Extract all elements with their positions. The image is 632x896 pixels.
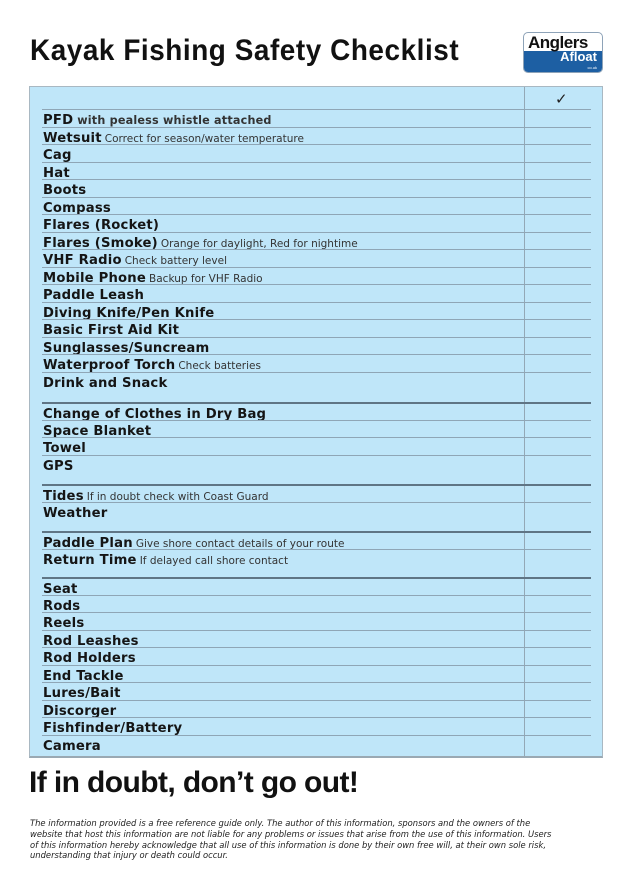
check-box-cell[interactable] (525, 613, 591, 630)
checklist-item (43, 374, 167, 391)
checklist-row (42, 531, 591, 549)
check-box-cell[interactable] (525, 456, 591, 473)
item-name: Return Time (43, 552, 137, 568)
item-name: Reels (43, 616, 85, 631)
checklist-item (43, 181, 86, 198)
checklist-row (42, 249, 591, 267)
check-box-cell[interactable] (525, 421, 591, 438)
checklist-row (42, 214, 591, 232)
checklist-item (43, 422, 151, 439)
item-name: Wetsuit (43, 130, 102, 146)
check-box-cell[interactable] (525, 163, 591, 180)
check-box-cell[interactable] (525, 355, 591, 372)
check-box-cell[interactable] (525, 373, 591, 390)
checklist-item (43, 286, 144, 303)
item-name: Discorger (43, 703, 117, 719)
check-box-cell[interactable] (525, 198, 591, 215)
item-name: Towel (43, 441, 86, 456)
check-box-cell[interactable] (525, 486, 591, 502)
checklist-row (42, 232, 591, 250)
checklist-row (42, 109, 591, 127)
checklist-item (43, 551, 288, 569)
checklist-row (42, 319, 591, 337)
item-name: Fishfinder/Battery (43, 721, 183, 736)
item-name: Hat (43, 165, 70, 181)
item-name: Change of Clothes in Dry Bag (43, 407, 267, 422)
check-box-cell[interactable] (525, 215, 591, 232)
checklist-row (42, 267, 591, 285)
checklist-item (43, 684, 121, 701)
check-box-cell[interactable] (525, 438, 591, 455)
checklist-row (42, 647, 591, 665)
item-name: Basic First Aid Kit (43, 323, 180, 338)
check-box-cell[interactable] (525, 303, 591, 320)
check-box-cell[interactable] (525, 145, 591, 162)
checklist-item (43, 632, 139, 649)
check-box-cell[interactable] (525, 268, 591, 285)
item-note: Give shore contact details of your route (135, 538, 345, 550)
check-box-cell[interactable] (525, 666, 591, 683)
checklist-item (43, 504, 107, 521)
item-name: Boots (43, 183, 87, 198)
checklist-row (42, 717, 591, 735)
check-box-cell[interactable] (525, 320, 591, 337)
item-name: GPS (43, 458, 74, 474)
item-name: Waterproof Torch (43, 358, 176, 373)
checklist-row (42, 502, 591, 520)
checklist-row (42, 484, 591, 502)
checklist-row (42, 372, 591, 390)
item-name: Flares (Rocket) (43, 218, 160, 233)
checklist-item (43, 146, 72, 163)
item-name: Sunglasses/Suncream (43, 340, 210, 356)
item-name: Space Blanket (43, 423, 152, 439)
checklist-item (43, 719, 182, 736)
checklist-row (42, 354, 591, 372)
check-box-cell[interactable] (525, 233, 591, 250)
anglers-afloat-logo (523, 32, 603, 73)
checklist-item (43, 164, 70, 181)
check-box-cell[interactable] (525, 338, 591, 355)
checklist-row (42, 162, 591, 180)
item-name: VHF Radio (43, 253, 122, 268)
item-note: Orange for daylight, Red for nightime (160, 237, 358, 250)
item-name: Paddle Plan (43, 536, 133, 551)
checklist-row (42, 197, 591, 215)
check-box-cell[interactable] (525, 596, 591, 613)
logo-text-anglers: Anglers (528, 33, 588, 52)
page-title: Kayak Fishing Safety Checklist (30, 34, 460, 67)
item-note: Check battery level (124, 255, 227, 267)
checklist-row (42, 665, 591, 683)
checklist-item (43, 649, 136, 666)
checkmark-icon: ✓ (555, 90, 568, 108)
checklist-item (43, 439, 86, 456)
item-name: Lures/Bait (43, 686, 121, 701)
check-box-cell[interactable] (525, 631, 591, 648)
checklist-item (43, 667, 124, 684)
checklist-item (43, 737, 101, 754)
checklist-row (42, 420, 591, 438)
checklist-row (42, 612, 591, 630)
check-box-cell[interactable] (525, 718, 591, 735)
checklist-row (42, 700, 591, 718)
safety-slogan: If in doubt, don’t go out! (29, 766, 359, 799)
check-box-cell[interactable] (525, 701, 591, 718)
item-name: Cag (43, 148, 72, 163)
item-name: Rods (43, 598, 81, 614)
checklist-header-row (30, 87, 602, 110)
check-box-cell[interactable] (525, 180, 591, 197)
checklist-item (43, 304, 214, 321)
checklist-table (29, 86, 603, 758)
item-name: Camera (43, 738, 101, 754)
item-note: Correct for season/water temperature (104, 132, 304, 145)
checklist-row (42, 630, 591, 648)
item-name: Drink and Snack (43, 375, 168, 391)
item-name: Rod Leashes (43, 633, 139, 649)
item-name: Rod Holders (43, 651, 136, 666)
checklist-item (43, 597, 80, 614)
item-name: Diving Knife/Pen Knife (43, 305, 215, 321)
check-box-cell[interactable] (525, 648, 591, 665)
check-box-cell[interactable] (525, 404, 591, 420)
checklist-item (43, 614, 84, 631)
item-name: Paddle Leash (43, 288, 145, 303)
item-name: Weather (43, 505, 108, 521)
item-note: Check batteries (178, 360, 261, 372)
checklist-row (42, 577, 591, 595)
checklist-row (42, 455, 591, 473)
checklist-row (42, 179, 591, 197)
checklist-row (42, 549, 591, 567)
checklist-item (43, 199, 111, 216)
logo-text-afloat: Afloat (560, 49, 597, 64)
checklist-row (42, 682, 591, 700)
checklist-item (43, 457, 74, 474)
check-box-cell[interactable] (525, 533, 591, 549)
item-note: If in doubt check with Coast Guard (86, 491, 269, 503)
check-box-cell[interactable] (525, 579, 591, 595)
logo-text-domain: co.uk (587, 65, 597, 70)
checklist-row (42, 437, 591, 455)
checklist-row (42, 337, 591, 355)
check-box-cell[interactable] (525, 736, 591, 753)
checklist-row (42, 402, 591, 420)
check-box-cell[interactable] (525, 110, 591, 127)
item-name: Flares (Smoke) (43, 235, 158, 251)
checklist-item (43, 702, 116, 719)
item-note: with pealess whistle attached (77, 114, 272, 127)
item-name: Seat (43, 582, 78, 597)
check-box-cell[interactable] (525, 250, 591, 267)
item-name: End Tackle (43, 668, 124, 684)
checklist-item (43, 321, 179, 338)
checklist-item (43, 339, 209, 356)
checklist-row (42, 302, 591, 320)
checklist-item (43, 111, 272, 128)
item-note: Backup for VHF Radio (149, 272, 263, 285)
checklist-row (42, 595, 591, 613)
item-name: Tides (43, 489, 84, 504)
checklist-row (42, 144, 591, 162)
disclaimer-text: The information provided is a free reference guide only. The author of this information, sponsors and the owners of the website that host this information are not liable for any problems or issues that arise from the use of this information. Users of this information hereby acknowledge that all use of this information is done by their own free will, at their own sole risk, understanding that injury or death could occur. (30, 818, 552, 861)
item-name: Mobile Phone (43, 270, 147, 286)
check-box-cell[interactable] (525, 683, 591, 700)
checklist-row (42, 284, 591, 302)
check-box-cell[interactable] (525, 503, 591, 520)
checklist-row (42, 735, 591, 753)
item-name: PFD (43, 113, 74, 128)
checklist-item (43, 216, 159, 233)
item-note: If delayed call shore contact (139, 554, 289, 567)
checklist-row (42, 127, 591, 145)
check-box-cell[interactable] (525, 550, 591, 567)
item-name: Compass (43, 200, 111, 216)
check-box-cell[interactable] (525, 285, 591, 302)
check-box-cell[interactable] (525, 128, 591, 145)
